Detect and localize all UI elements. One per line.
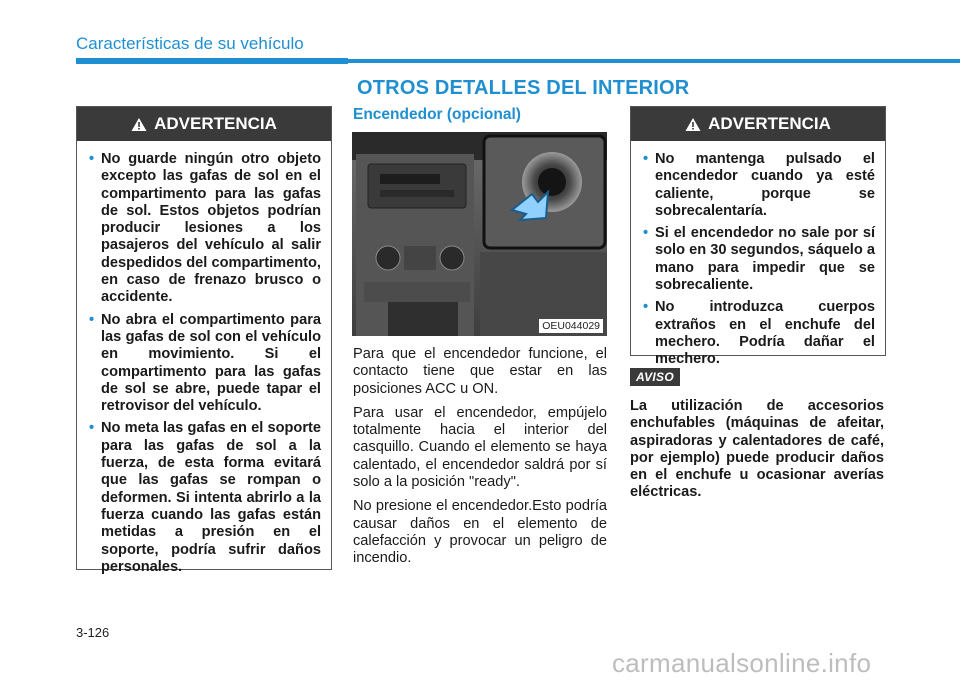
bullet-icon: • <box>643 151 649 167</box>
list-item: • No abra el compartimento para las gafas de sol con el vehículo en movimiento. Si el compartimento para las gafas de sol se abre, puede tapar el retrovisor del vehículo. <box>89 311 321 415</box>
left-warning-box <box>76 106 332 575</box>
bullet-icon: • <box>89 151 95 167</box>
photo-code: OEU044029 <box>539 319 603 333</box>
notice-badge: AVISO <box>630 368 680 386</box>
lighter-subtitle: Encendedor (opcional) <box>353 106 521 123</box>
list-item: • No introduzca cuerpos extraños en el enchufe del mechero. Podría dañar el mechero. <box>643 299 875 368</box>
bullet-icon: • <box>89 420 95 437</box>
list-item: • No meta las gafas en el soporte para las gafas de sol a la fuerza, de esta forma evitará que las gafas se rompan o deformen. Si intenta abrirlo a la fuerza cuando las gafas están metidas a presión en el soporte, podría sufrir daños personales. <box>89 420 321 575</box>
warning-triangle-icon <box>131 117 147 132</box>
chapter-title: Características de su vehículo <box>76 34 304 53</box>
right-warning-label: ADVERTENCIA <box>708 114 831 133</box>
right-warning-header <box>631 107 885 141</box>
right-warning-box <box>630 106 886 368</box>
paragraph: Para usar el encendedor, empújelo totalmente hacia el interior del casquillo. Cuando el elemento se haya calentado, el encendedor saldrá por sí solo a la posición "ready". <box>353 404 607 491</box>
page-number: 3-126 <box>76 625 110 640</box>
right-warning-list <box>631 141 885 382</box>
bullet-icon: • <box>643 225 649 242</box>
paragraph: Para que el encendedor funcione, el contacto tiene que estar en las posiciones ACC u ON. <box>353 346 607 397</box>
lighter-body <box>353 346 607 575</box>
list-item: • Si el encendedor no sale por sí solo en 30 segundos, sáquelo a mano para impedir que se sobrecaliente. <box>643 225 875 294</box>
header-rule <box>76 59 960 63</box>
paragraph: No presione el encendedor.Esto podría causar daños en el elemento de calefacción y provocar un peligro de incendio. <box>353 498 607 567</box>
left-warning-header <box>77 107 331 141</box>
bullet-icon: • <box>89 311 95 328</box>
left-warning-list <box>77 141 331 589</box>
list-item: • No guarde ningún otro objeto excepto las gafas de sol en el compartimento para las gafas de sol. Estos objetos podrían producir lesiones a los pasajeros del vehículo al salir despedidos del compartimento, en caso de frenazo brusco o accidente. <box>89 151 321 306</box>
section-title: OTROS DETALLES DEL INTERIOR <box>357 77 690 99</box>
left-warning-label: ADVERTENCIA <box>154 114 277 133</box>
bullet-icon: • <box>643 299 649 316</box>
lighter-photo <box>352 132 607 336</box>
dashboard-illustration <box>352 132 607 336</box>
warning-triangle-icon <box>685 117 701 132</box>
notice-text: La utilización de accesorios enchufables (máquinas de afeitar, aspiradoras y calentadores de café, por ejemplo) puede producir daños en el enchufe u ocasionar averías eléctricas. <box>630 398 884 501</box>
watermark: carmanualsonline.info <box>612 648 872 678</box>
list-item: • No mantenga pulsado el encendedor cuando ya esté caliente, porque se sobrecalentaría. <box>643 151 875 219</box>
